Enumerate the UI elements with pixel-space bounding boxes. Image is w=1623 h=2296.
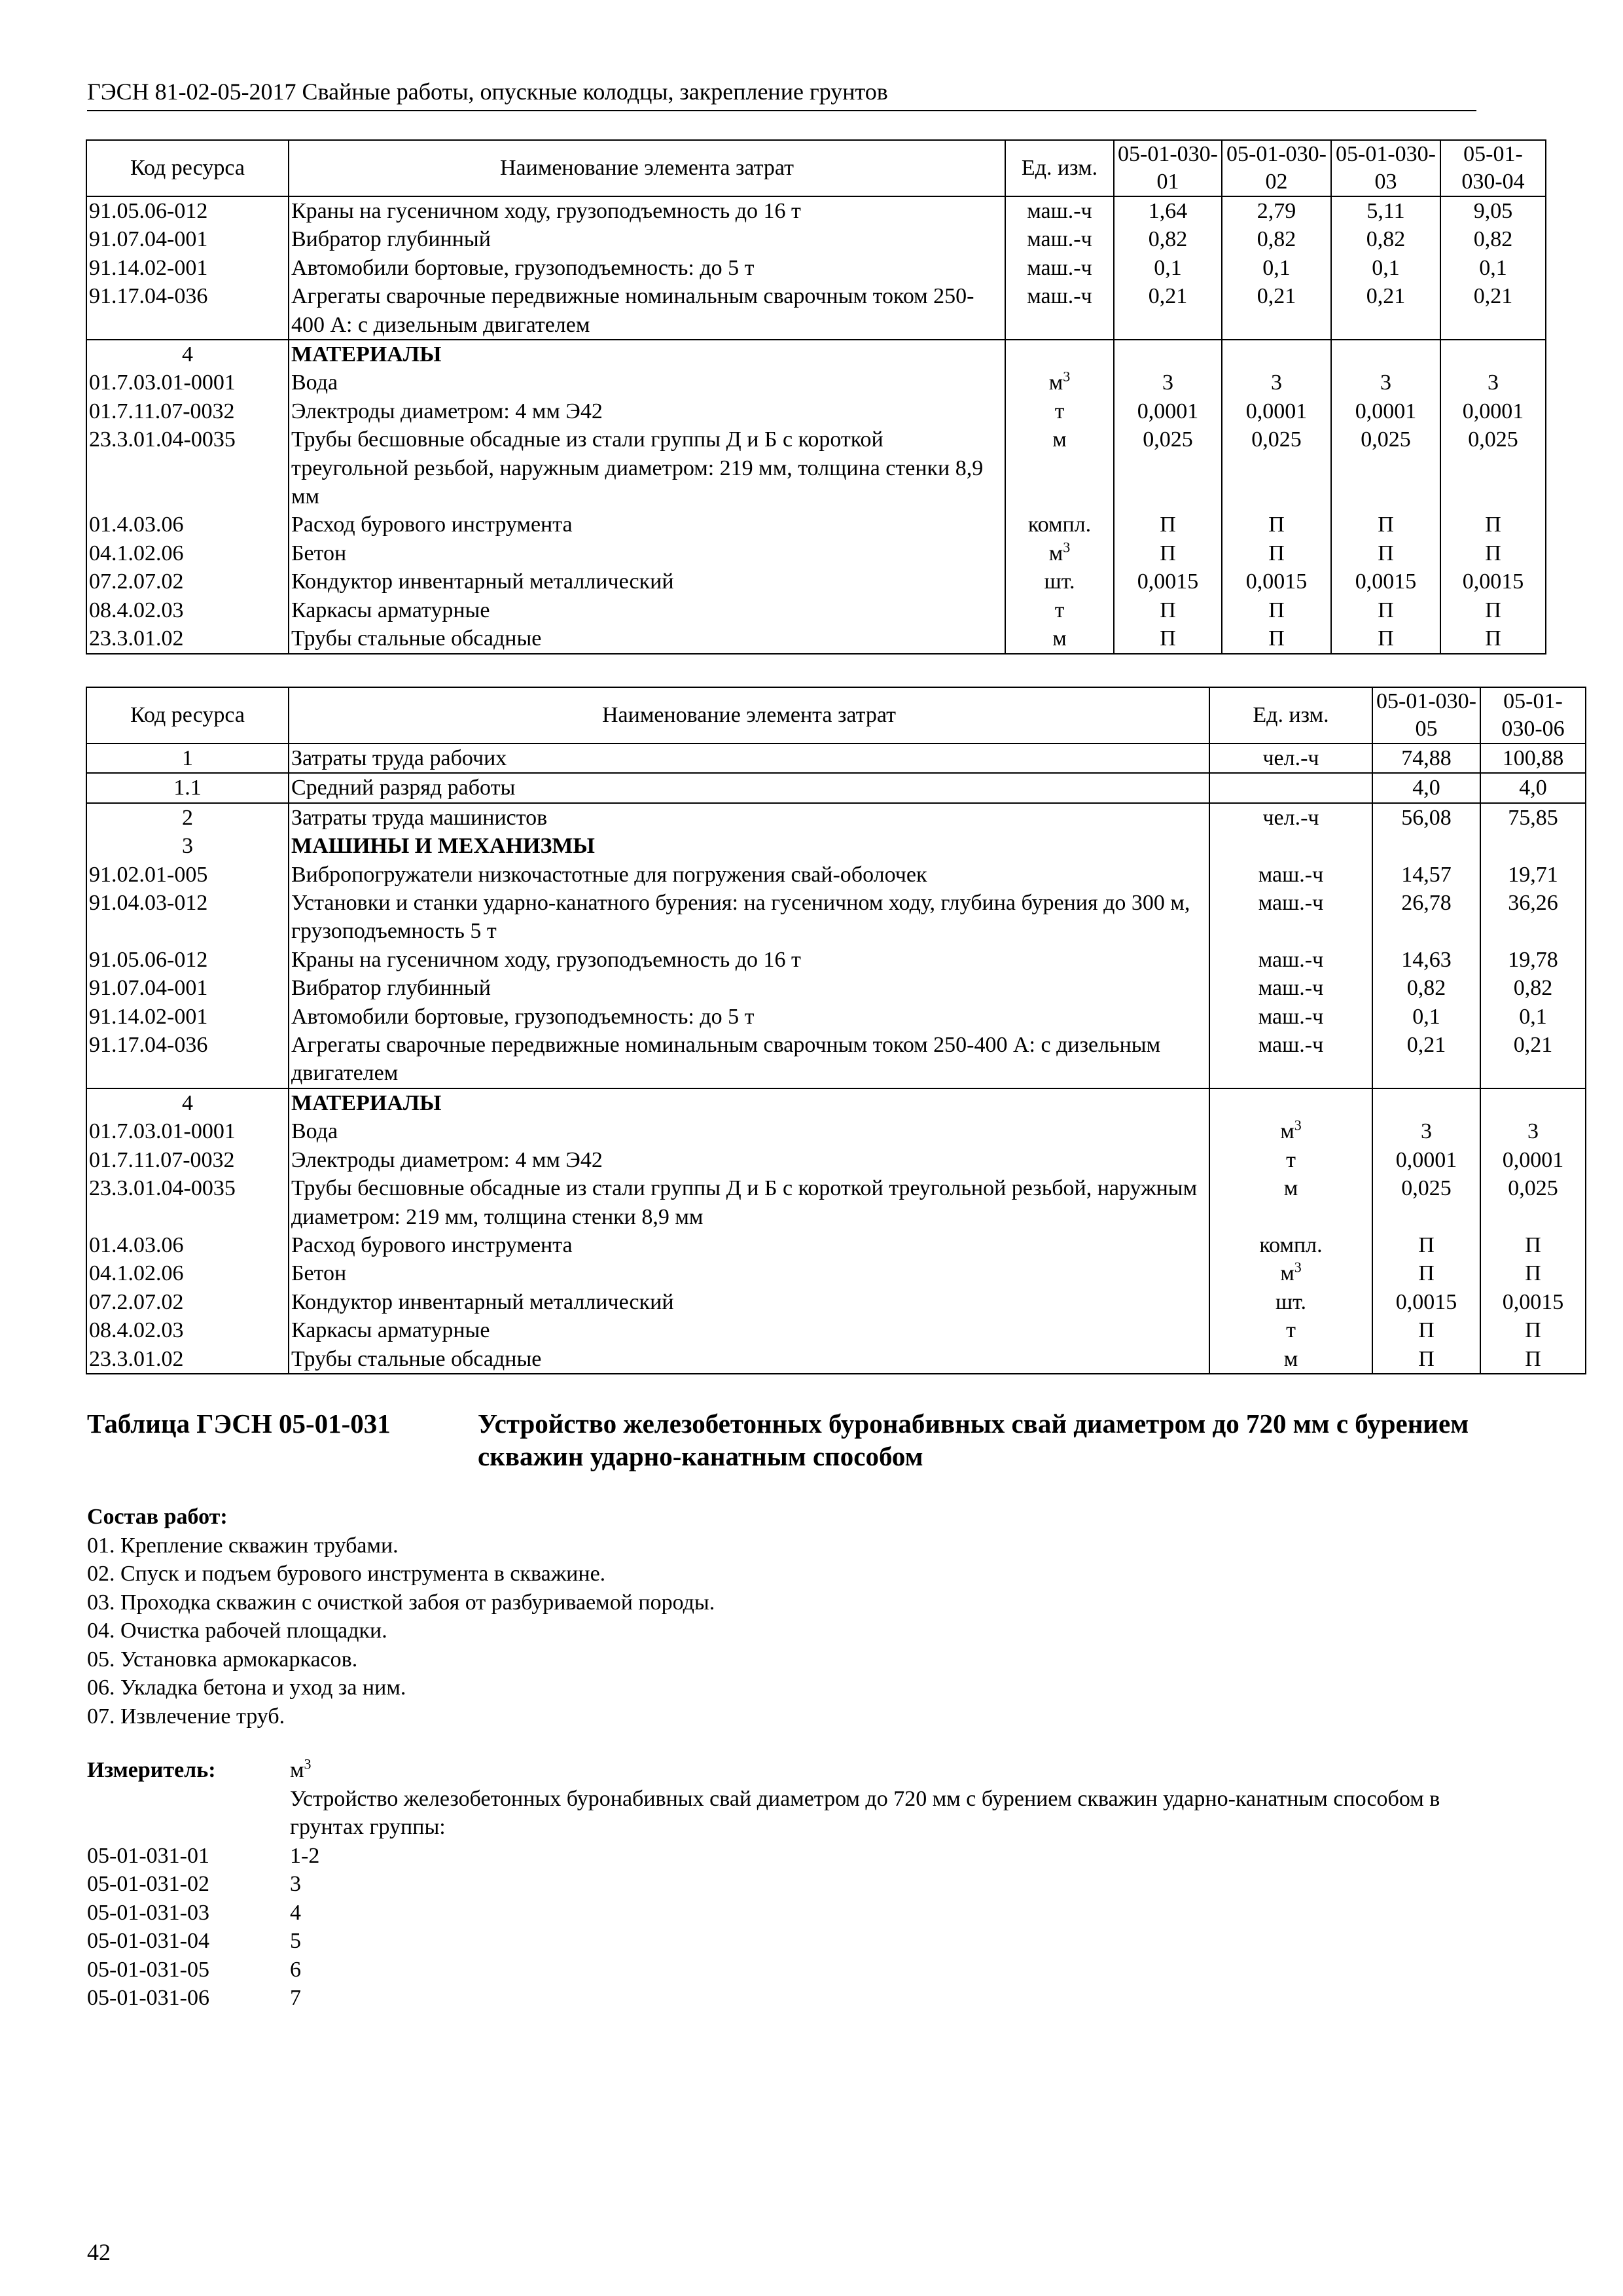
resource-value: 0,82 — [1480, 974, 1586, 1002]
resource-name: Автомобили бортовые, грузоподъемность: до 5 т — [289, 1003, 1209, 1031]
table-row — [86, 567, 1546, 596]
header-col: 05-01-030-02 — [1222, 140, 1331, 196]
section-row — [86, 832, 1586, 860]
resource-code: 91.17.04-036 — [86, 282, 289, 340]
resource-value: П — [1480, 1316, 1586, 1344]
resource-value: П — [1331, 596, 1440, 624]
resource-value: П — [1222, 511, 1331, 539]
resource-code: 07.2.07.02 — [86, 567, 289, 596]
header-col: 05-01-030-01 — [1114, 140, 1222, 196]
resource-value: П — [1114, 539, 1222, 567]
table-row — [86, 861, 1586, 889]
resource-value: 0,0015 — [1480, 1288, 1586, 1316]
work-item: 07. Извлечение труб. — [87, 1704, 285, 1729]
resource-value: П — [1372, 1345, 1480, 1374]
resource-name: Вода — [289, 368, 1005, 397]
meter-code: 05-01-031-04 — [87, 1929, 209, 1953]
resource-name: Трубы стальные обсадные — [289, 624, 1005, 653]
resource-value: 9,05 — [1440, 196, 1546, 225]
meter-value: 3 — [290, 1872, 301, 1896]
resource-name: Краны на гусеничном ходу, грузоподъемность до 16 т — [289, 196, 1005, 225]
table-row — [86, 946, 1586, 974]
resource-unit: т — [1209, 1146, 1372, 1174]
resource-value: П — [1331, 624, 1440, 653]
resource-value: 3 — [1480, 1117, 1586, 1145]
resource-value: 0,0015 — [1440, 567, 1546, 596]
resource-unit: $м^3$ — [1005, 368, 1114, 397]
resource-value: 100,88 — [1480, 744, 1586, 773]
resource-value: 0,21 — [1480, 1031, 1586, 1088]
table-row — [86, 539, 1546, 567]
resource-value: 0,1 — [1222, 254, 1331, 282]
resource-code: 01.7.03.01-0001 — [86, 368, 289, 397]
work-composition-heading: Состав работ: — [87, 1505, 228, 1529]
resource-unit: м — [1209, 1174, 1372, 1231]
resource-name: Вибратор глубинный — [289, 225, 1005, 253]
resource-value: 0,0001 — [1331, 397, 1440, 425]
resource-value: 3 — [1222, 368, 1331, 397]
resource-value: 0,025 — [1480, 1174, 1586, 1231]
resource-value: 0,0001 — [1440, 397, 1546, 425]
table-row — [86, 368, 1546, 397]
resource-name: Каркасы арматурные — [289, 1316, 1209, 1344]
resource-code: 08.4.02.03 — [86, 1316, 289, 1344]
resource-value: 3 — [1440, 368, 1546, 397]
meter-code: 05-01-031-01 — [87, 1843, 209, 1868]
resource-value: 56,08 — [1372, 803, 1480, 832]
resource-unit: т — [1005, 397, 1114, 425]
meter-value: 5 — [290, 1929, 301, 1953]
table-header-row — [86, 140, 1546, 196]
meter-value: 1-2 — [290, 1843, 320, 1868]
resource-name: Затраты труда рабочих — [289, 744, 1209, 773]
work-item: 01. Крепление скважин трубами. — [87, 1533, 399, 1558]
resource-unit: м — [1005, 624, 1114, 653]
resource-value: П — [1440, 539, 1546, 567]
resource-unit: компл. — [1209, 1231, 1372, 1259]
resource-value: П — [1331, 511, 1440, 539]
resource-code: 91.07.04-001 — [86, 225, 289, 253]
resource-value: 0,0001 — [1480, 1146, 1586, 1174]
work-item: 06. Укладка бетона и уход за ним. — [87, 1676, 406, 1700]
resource-name: Электроды диаметром: 4 мм Э42 — [289, 397, 1005, 425]
resource-value: 0,0015 — [1114, 567, 1222, 596]
resource-code: 1.1 — [86, 773, 289, 802]
resource-value: П — [1114, 511, 1222, 539]
resource-code: 08.4.02.03 — [86, 596, 289, 624]
table-row — [86, 974, 1586, 1002]
resource-value: П — [1222, 539, 1331, 567]
resource-unit: маш.-ч — [1209, 974, 1372, 1002]
resource-code: 01.4.03.06 — [86, 1231, 289, 1259]
resource-name: Электроды диаметром: 4 мм Э42 — [289, 1146, 1209, 1174]
meter-code: 05-01-031-02 — [87, 1872, 209, 1896]
resource-value: 19,78 — [1480, 946, 1586, 974]
table-row — [86, 225, 1546, 253]
resource-name: Краны на гусеничном ходу, грузоподъемность до 16 т — [289, 946, 1209, 974]
table-row — [86, 511, 1546, 539]
meter-code: 05-01-031-06 — [87, 1986, 209, 2010]
resource-unit: шт. — [1005, 567, 1114, 596]
table-row — [86, 1174, 1586, 1231]
table-row — [86, 1146, 1586, 1174]
table-title-label: Таблица ГЭСН 05-01-031 — [87, 1408, 391, 1439]
table-row — [86, 803, 1586, 832]
resource-value: 0,1 — [1372, 1003, 1480, 1031]
resource-unit: маш.-ч — [1209, 1003, 1372, 1031]
resource-code: 3 — [86, 832, 289, 860]
resource-code: 91.04.03-012 — [86, 889, 289, 946]
resource-unit: маш.-ч — [1209, 889, 1372, 946]
resource-name: Затраты труда машинистов — [289, 803, 1209, 832]
table-row — [86, 1231, 1586, 1259]
resource-value: 0,21 — [1440, 282, 1546, 340]
resource-value: 2,79 — [1222, 196, 1331, 225]
resource-code: 04.1.02.06 — [86, 539, 289, 567]
meter-unit: $м^3$ — [290, 1755, 312, 1782]
resource-value: 3 — [1372, 1117, 1480, 1145]
resource-code: 91.02.01-005 — [86, 861, 289, 889]
resource-value: 0,21 — [1372, 1031, 1480, 1088]
resource-code: 01.4.03.06 — [86, 511, 289, 539]
resource-name: Расход бурового инструмента — [289, 511, 1005, 539]
resource-value: 0,21 — [1114, 282, 1222, 340]
resource-value: 19,71 — [1480, 861, 1586, 889]
resource-unit: маш.-ч — [1209, 946, 1372, 974]
resource-value: 0,025 — [1372, 1174, 1480, 1231]
resource-value: 3 — [1331, 368, 1440, 397]
header-name: Наименование элемента затрат — [289, 140, 1005, 196]
resource-value — [1372, 1088, 1480, 1117]
header-col: 05-01-030-06 — [1480, 687, 1586, 744]
resource-code: 23.3.01.04-0035 — [86, 425, 289, 511]
resource-unit — [1005, 340, 1114, 368]
resource-value: 0,1 — [1440, 254, 1546, 282]
resource-code: 01.7.03.01-0001 — [86, 1117, 289, 1145]
header-unit: Ед. изм. — [1005, 140, 1114, 196]
resource-code: 01.7.11.07-0032 — [86, 397, 289, 425]
resource-code: 04.1.02.06 — [86, 1259, 289, 1287]
resource-value: П — [1372, 1259, 1480, 1287]
resource-unit: чел.-ч — [1209, 803, 1372, 832]
section-row — [86, 340, 1546, 368]
resource-value: 14,57 — [1372, 861, 1480, 889]
resource-value: 0,025 — [1440, 425, 1546, 511]
resource-name: Трубы бесшовные обсадные из стали группы Д и Б с короткой треугольной резьбой, наружным диаметром: 219 мм, толщина стенки 8,9 мм — [289, 425, 1005, 511]
resource-value: 4,0 — [1372, 773, 1480, 802]
resource-value: 0,1 — [1480, 1003, 1586, 1031]
section-row — [86, 1088, 1586, 1117]
table-row — [86, 1003, 1586, 1031]
table-row — [86, 425, 1546, 511]
resource-code: 91.07.04-001 — [86, 974, 289, 1002]
resource-value: П — [1372, 1231, 1480, 1259]
resource-code: 1 — [86, 744, 289, 773]
header-code: Код ресурса — [86, 687, 289, 744]
resource-value — [1440, 340, 1546, 368]
resource-code: 23.3.01.04-0035 — [86, 1174, 289, 1231]
resource-code: 2 — [86, 803, 289, 832]
table2-body — [86, 744, 1586, 1374]
resource-unit: $м^3$ — [1209, 1117, 1372, 1145]
resource-value — [1480, 832, 1586, 860]
resource-name: Кондуктор инвентарный металлический — [289, 567, 1005, 596]
table-row — [86, 196, 1546, 225]
meter-description: Устройство железобетонных буронабивных свай диаметром до 720 мм с бурением скважин ударно-канатным способом в грунтах группы: — [290, 1786, 1440, 1839]
header-col: 05-01-030-05 — [1372, 687, 1480, 744]
resource-value: 0,82 — [1372, 974, 1480, 1002]
resource-unit: маш.-ч — [1005, 254, 1114, 282]
resource-name: МАШИНЫ И МЕХАНИЗМЫ — [289, 832, 1209, 860]
table-row — [86, 1117, 1586, 1145]
resource-unit: т — [1209, 1316, 1372, 1344]
resource-value: П — [1440, 596, 1546, 624]
resource-value: 0,0015 — [1331, 567, 1440, 596]
meter-section — [87, 1756, 1481, 2013]
resource-code: 91.14.02-001 — [86, 1003, 289, 1031]
resource-unit: маш.-ч — [1209, 861, 1372, 889]
resource-value: 75,85 — [1480, 803, 1586, 832]
table-row — [86, 397, 1546, 425]
resource-unit: $м^3$ — [1209, 1259, 1372, 1287]
resource-name: Бетон — [289, 539, 1005, 567]
meter-value: 7 — [290, 1986, 301, 2010]
table-row — [86, 1316, 1586, 1344]
page-number: 42 — [87, 2239, 111, 2265]
table-row — [86, 1259, 1586, 1287]
resource-unit — [1209, 773, 1372, 802]
resource-value: 5,11 — [1331, 196, 1440, 225]
resource-unit: чел.-ч — [1209, 744, 1372, 773]
work-item: 02. Спуск и подъем бурового инструмента в скважине. — [87, 1562, 606, 1586]
table-header-row — [86, 687, 1586, 744]
resource-value: 26,78 — [1372, 889, 1480, 946]
resource-value: П — [1480, 1259, 1586, 1287]
table1-body — [86, 196, 1546, 654]
resource-value: 36,26 — [1480, 889, 1586, 946]
resource-value: П — [1222, 596, 1331, 624]
resource-value: 0,1 — [1331, 254, 1440, 282]
resource-value: 0,0015 — [1372, 1288, 1480, 1316]
table-row — [86, 1345, 1586, 1374]
resource-name: Кондуктор инвентарный металлический — [289, 1288, 1209, 1316]
resource-name: МАТЕРИАЛЫ — [289, 1088, 1209, 1117]
table-row — [86, 282, 1546, 340]
resource-unit: компл. — [1005, 511, 1114, 539]
table-title-text: Устройство железобетонных буронабивных свай диаметром до 720 мм с бурением скважин ударно-канатным способом — [478, 1408, 1469, 1471]
resource-code: 07.2.07.02 — [86, 1288, 289, 1316]
resource-value: П — [1480, 1345, 1586, 1374]
resource-value: П — [1114, 624, 1222, 653]
table-row — [86, 596, 1546, 624]
meter-value: 6 — [290, 1957, 301, 1982]
table-row — [86, 624, 1546, 653]
resource-name: Агрегаты сварочные передвижные номинальным сварочным током 250-400 А: с дизельным двигателем — [289, 282, 1005, 340]
resource-value — [1372, 832, 1480, 860]
resource-value: 0,025 — [1114, 425, 1222, 511]
resource-name: Бетон — [289, 1259, 1209, 1287]
header-col: 05-01-030-04 — [1440, 140, 1546, 196]
resource-name: Агрегаты сварочные передвижные номинальным сварочным током 250-400 А: с дизельным двигателем — [289, 1031, 1209, 1088]
meter-label: Измеритель: — [87, 1758, 216, 1782]
resource-value: 0,0015 — [1222, 567, 1331, 596]
resource-unit: маш.-ч — [1005, 225, 1114, 253]
resource-code: 91.05.06-012 — [86, 196, 289, 225]
resource-value: П — [1114, 596, 1222, 624]
resource-unit: маш.-ч — [1005, 282, 1114, 340]
resource-value: 0,025 — [1331, 425, 1440, 511]
resource-unit — [1209, 832, 1372, 860]
header-unit: Ед. изм. — [1209, 687, 1372, 744]
resource-unit — [1209, 1088, 1372, 1117]
resource-name: Расход бурового инструмента — [289, 1231, 1209, 1259]
page-header: ГЭСН 81-02-05-2017 Свайные работы, опускные колодцы, закрепление грунтов — [87, 77, 1476, 111]
resource-table-2 — [86, 687, 1586, 1374]
resource-code: 4 — [86, 1088, 289, 1117]
resource-value: 4,0 — [1480, 773, 1586, 802]
work-item: 05. Установка армокаркасов. — [87, 1647, 358, 1672]
resource-unit: маш.-ч — [1209, 1031, 1372, 1088]
resource-name: Трубы стальные обсадные — [289, 1345, 1209, 1374]
resource-value: 0,82 — [1222, 225, 1331, 253]
resource-code: 91.14.02-001 — [86, 254, 289, 282]
resource-name: Вода — [289, 1117, 1209, 1145]
resource-unit: м — [1005, 425, 1114, 511]
resource-code: 01.7.11.07-0032 — [86, 1146, 289, 1174]
resource-name: Вибропогружатели низкочастотные для погружения свай-оболочек — [289, 861, 1209, 889]
table-row — [86, 1288, 1586, 1316]
table-row — [86, 1031, 1586, 1088]
resource-name: Вибратор глубинный — [289, 974, 1209, 1002]
resource-unit: т — [1005, 596, 1114, 624]
resource-value: П — [1440, 624, 1546, 653]
resource-value — [1331, 340, 1440, 368]
resource-value — [1480, 1088, 1586, 1117]
resource-value: П — [1222, 624, 1331, 653]
work-item: 04. Очистка рабочей площадки. — [87, 1619, 387, 1643]
resource-name: МАТЕРИАЛЫ — [289, 340, 1005, 368]
resource-unit: $м^3$ — [1005, 539, 1114, 567]
resource-unit: м — [1209, 1345, 1372, 1374]
table-row — [86, 744, 1586, 773]
header-col: 05-01-030-03 — [1331, 140, 1440, 196]
resource-value: 0,82 — [1114, 225, 1222, 253]
resource-name: Средний разряд работы — [289, 773, 1209, 802]
resource-value: 1,64 — [1114, 196, 1222, 225]
resource-value: П — [1480, 1231, 1586, 1259]
resource-code: 23.3.01.02 — [86, 624, 289, 653]
resource-value: 0,0001 — [1222, 397, 1331, 425]
table-row — [86, 254, 1546, 282]
resource-value: 0,0001 — [1372, 1146, 1480, 1174]
resource-value — [1222, 340, 1331, 368]
resource-value — [1114, 340, 1222, 368]
resource-code: 91.17.04-036 — [86, 1031, 289, 1088]
resource-value: 0,82 — [1440, 225, 1546, 253]
resource-table-1 — [86, 139, 1546, 655]
resource-name: Трубы бесшовные обсадные из стали группы Д и Б с короткой треугольной резьбой, наружным диаметром: 219 мм, толщина стенки 8,9 мм — [289, 1174, 1209, 1231]
resource-value: 14,63 — [1372, 946, 1480, 974]
header-code: Код ресурса — [86, 140, 289, 196]
table-row — [86, 773, 1586, 802]
resource-name: Установки и станки ударно-канатного бурения: на гусеничном ходу, глубина бурения до 300 м, грузоподъемность 5 т — [289, 889, 1209, 946]
resource-code: 4 — [86, 340, 289, 368]
resource-value: 0,21 — [1222, 282, 1331, 340]
resource-value: 0,21 — [1331, 282, 1440, 340]
resource-value: П — [1372, 1316, 1480, 1344]
resource-value: П — [1331, 539, 1440, 567]
resource-unit: маш.-ч — [1005, 196, 1114, 225]
resource-name: Каркасы арматурные — [289, 596, 1005, 624]
resource-name: Автомобили бортовые, грузоподъемность: до 5 т — [289, 254, 1005, 282]
resource-value: 0,1 — [1114, 254, 1222, 282]
resource-value: 0,025 — [1222, 425, 1331, 511]
meter-value: 4 — [290, 1900, 301, 1925]
header-name: Наименование элемента затрат — [289, 687, 1209, 744]
resource-unit: шт. — [1209, 1288, 1372, 1316]
resource-code: 23.3.01.02 — [86, 1345, 289, 1374]
resource-value: 0,0001 — [1114, 397, 1222, 425]
resource-value: 74,88 — [1372, 744, 1480, 773]
resource-value: 0,82 — [1331, 225, 1440, 253]
resource-code: 91.05.06-012 — [86, 946, 289, 974]
work-composition — [87, 1503, 715, 1731]
work-item: 03. Проходка скважин с очисткой забоя от разбуриваемой породы. — [87, 1590, 715, 1615]
resource-value: П — [1440, 511, 1546, 539]
resource-value: 3 — [1114, 368, 1222, 397]
meter-code: 05-01-031-05 — [87, 1957, 209, 1982]
table-row — [86, 889, 1586, 946]
meter-code: 05-01-031-03 — [87, 1900, 209, 1925]
